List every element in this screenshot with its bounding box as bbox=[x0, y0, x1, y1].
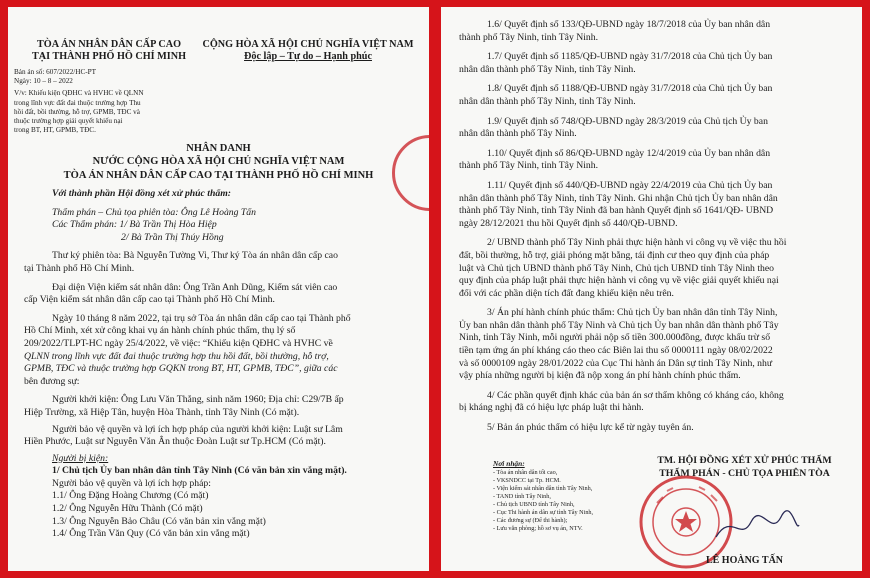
clerk-line: Thư ký phiên tòa: Bà Nguyễn Tường Vi, Thư ký Tòa án nhân dân cấp cao bbox=[52, 250, 338, 262]
judge-line: Thẩm phán – Chủ tọa phiên tòa: Ông Lê Hoàng Tấn bbox=[52, 206, 256, 218]
case-info bbox=[14, 68, 144, 135]
decision-item: 1.7/ Quyết định số 1185/QĐ-UBND ngày 31/7/2018 của Chủ tịch Ủy ban bbox=[487, 51, 773, 63]
clerk-line: tại Thành phố Hồ Chí Minh. bbox=[24, 262, 135, 274]
heading-nation: NƯỚC CỘNG HÒA XÃ HỘI CHỦ NGHĨA VIỆT NAM bbox=[92, 156, 345, 168]
decision-item: nhân dân thành phố Tây Ninh, tỉnh Tây Ninh. bbox=[459, 95, 636, 107]
defendant-rep-item: 1.1/ Ông Đặng Hoàng Chương (Có mặt) bbox=[52, 490, 209, 502]
decision-item: nhân dân thành phố Tây Ninh. bbox=[459, 128, 577, 140]
defendant-line: 1/ Chủ tịch Ủy ban nhân dân tỉnh Tây Ninh (Có văn bản xin vắng mặt). bbox=[52, 465, 347, 477]
decision-item: thành phố Tây Ninh, tỉnh Tây Ninh. bbox=[459, 31, 599, 43]
ruling-para-3: Ủy ban nhân dân thành phố Tây Ninh và Chủ tịch Ủy ban nhân dân thành phố Tây bbox=[459, 319, 779, 331]
ruling-para-2: đất, bồi thường, hỗ trợ, giải phóng mặt bằng, tái định cư theo quy định của pháp bbox=[459, 249, 770, 261]
decision-item: ngày 28/12/2021 thu hồi Quyết định số 440/QĐ-UBND. bbox=[459, 217, 678, 229]
national-header bbox=[194, 39, 422, 63]
recipient-item: - Chủ tịch UBND tỉnh Tây Ninh, bbox=[493, 500, 575, 508]
subject-line: V/v: Khiếu kiện QĐHC và HVHC về QLNN bbox=[14, 89, 144, 98]
recipient-item: - Viện kiểm sát nhân dân tỉnh Tây Ninh, bbox=[493, 484, 593, 492]
plaintiff-rep-line: Hiền Phước, Luật sư Nguyễn Văn Ân thuộc Đoàn Luật sư Tp.HCM (Có mặt). bbox=[24, 436, 326, 448]
subject-line: trong lĩnh vực đất đai thuộc trường hợp Thu bbox=[14, 98, 141, 107]
defendant-label: Người bị kiện: bbox=[52, 452, 109, 464]
plaintiff-rep-line: Người bảo vệ quyền và lợi ích hợp pháp của người khởi kiện: Luật sư Lâm bbox=[52, 423, 343, 435]
right-body bbox=[459, 19, 851, 435]
defendant-rep-label: Người bảo vệ quyền và lợi ích hợp pháp: bbox=[52, 477, 211, 489]
recipients-label: Nơi nhận: bbox=[493, 459, 525, 468]
nation-title: CỘNG HÒA XÃ HỘI CHỦ NGHĨA VIỆT NAM bbox=[202, 39, 414, 50]
recipient-item: - Tòa án nhân dân tối cao, bbox=[493, 468, 558, 476]
court-name: TÒA ÁN NHÂN DÂN CẤP CAO TẠI THÀNH PHỐ HỒ CHÍ MINH bbox=[31, 39, 187, 62]
recipient-item: - VKSNDCC tại Tp. HCM. bbox=[493, 476, 561, 484]
motto: Độc lập – Tự do – Hạnh phúc bbox=[244, 51, 372, 62]
ruling-para-4: 4/ Các phần quyết định khác của bản án sơ thẩm không có kháng cáo, không bbox=[487, 389, 784, 401]
document-page-right bbox=[441, 7, 862, 571]
judge-line: Các Thẩm phán: 1/ Bà Trần Thị Hòa Hiệp bbox=[52, 219, 217, 231]
procuracy-line: cấp Viện kiểm sát nhân dân cấp cao tại Thành phố Hồ Chí Minh. bbox=[24, 294, 275, 306]
panel-label: Với thành phần Hội đồng xét xử phúc thẩm: bbox=[52, 188, 231, 199]
decision-item: 1.11/ Quyết định số 440/QĐ-UBND ngày 22/4/2019 của Chủ tịch Ủy ban bbox=[487, 179, 773, 191]
recipient-item: - TAND tỉnh Tây Ninh, bbox=[493, 492, 551, 500]
decision-item: 1.9/ Quyết định số 748/QĐ-UBND ngày 28/3/2019 của Chủ tịch Ủy ban bbox=[487, 115, 768, 127]
ruling-para-3: tiền tạm ứng án phí kháng cáo theo các Biên lai thu số 0000111 ngày 08/02/2022 bbox=[459, 345, 773, 357]
recipients-block bbox=[493, 459, 593, 533]
left-body bbox=[24, 188, 416, 541]
trial-line: Hồ Chí Minh, xét xử công khai vụ án hành chính phúc thẩm, thụ lý số bbox=[24, 325, 296, 337]
recipient-item: - Cục Thi hành án dân sự tỉnh Tây Ninh, bbox=[493, 508, 594, 516]
signer-name: LÊ HOÀNG TẤN bbox=[705, 555, 784, 566]
defendant-rep-item: 1.3/ Ông Nguyễn Bảo Châu (Có văn bản xin vắng mặt) bbox=[52, 515, 266, 527]
ruling-para-3: Ninh, tỉnh Tây Ninh, mỗi người phải nộp số tiền 300.000đồng, được khấu trừ số bbox=[459, 332, 771, 344]
recipient-item: - Lưu văn phòng; hồ sơ vụ án, NTV. bbox=[493, 525, 583, 533]
ruling-para-2: quy định của pháp luật phải thực hiện hành vi công vụ về việc giải quyết khiếu nại bbox=[459, 275, 779, 287]
ruling-para-3: và số 0000109 ngày 28/01/2022 của Cục Thi hành án Dân sự tỉnh Tây Ninh, như bbox=[459, 357, 773, 369]
plaintiff-line: Hiệp Trường, xã Hiệp Tân, huyện Hòa Thành, tỉnh Tây Ninh (Có mặt). bbox=[24, 406, 300, 418]
trial-line: Ngày 10 tháng 8 năm 2022, tại trụ sở Tòa án nhân dân cấp cao tại Thành phố bbox=[52, 312, 351, 324]
decision-item: 1.6/ Quyết định số 133/QĐ-UBND ngày 18/7/2018 của Ủy ban nhân dân bbox=[487, 19, 771, 30]
trial-line: 209/2022/TLPT-HC ngày 25/4/2022, về việc: “Khiếu kiện QĐHC và HVHC về bbox=[24, 337, 333, 349]
case-number: Bản án số: 607/2022/HC-PT bbox=[14, 68, 97, 76]
heading-court: TÒA ÁN NHÂN DÂN CẤP CAO TẠI THÀNH PHỐ HỒ CHÍ MINH bbox=[63, 169, 374, 181]
subject-line: thuộc trường hợp giải quyết khiếu nại bbox=[14, 117, 123, 126]
decision-item: thành phố Tây Ninh, tỉnh Tây Ninh. bbox=[459, 160, 599, 172]
trial-line: GPMB, TĐC và thuộc trường hợp GQKN trong BT, HT, GPMB, TĐC”, giữa các bbox=[24, 363, 338, 375]
title-block bbox=[8, 142, 429, 182]
ruling-para-3: 3/ Án phí hành chính phúc thẩm: Chủ tịch Ủy ban nhân dân tỉnh Tây Ninh, bbox=[487, 307, 778, 319]
defendant-rep-item: 1.2/ Ông Nguyễn Hữu Thành (Có mặt) bbox=[52, 503, 203, 515]
signature-title: TM. HỘI ĐỒNG XÉT XỬ PHÚC THẨM THẨM PHÁN - CHỦ TỌA PHIÊN TÒA bbox=[657, 455, 832, 479]
ruling-para-4: bị kháng nghị đã có hiệu lực pháp luật thi hành. bbox=[459, 402, 644, 414]
trial-line: bên đương sự: bbox=[24, 375, 80, 387]
subject-line: hồi đất, bồi thường, hỗ trợ, GPMB, TĐC và bbox=[14, 107, 140, 116]
decision-item: 1.10/ Quyết định số 86/QĐ-UBND ngày 12/4/2019 của Ủy ban nhân dân bbox=[487, 147, 771, 159]
decision-item: thành phố Tây Ninh, tỉnh Tây Ninh đã ban hành Quyết định số 1641/QĐ- UBND bbox=[459, 205, 774, 217]
trial-line: QLNN trong lĩnh vực đất đai thuộc trường hợp thu hồi đất, bồi thường, hỗ trợ, bbox=[24, 350, 329, 362]
document-page-left bbox=[8, 7, 429, 571]
subject-line: trong BT, HT, GPMB, TĐC. bbox=[14, 126, 96, 135]
procuracy-line: Đại diện Viện kiểm sát nhân dân: Ông Trần Anh Dũng, Kiểm sát viên cao bbox=[52, 281, 338, 293]
defendant-rep-item: 1.4/ Ông Trần Văn Quy (Có văn bản xin vắng mặt) bbox=[52, 528, 250, 540]
case-date: Ngày: 10 – 8 – 2022 bbox=[14, 77, 73, 86]
heading-nhan-danh: NHÂN DANH bbox=[186, 143, 251, 154]
ruling-para-2: luật và Chủ tịch UBND thành phố Tây Ninh, Chủ tịch UBND tỉnh Tây Ninh theo bbox=[459, 262, 774, 274]
ruling-para-5: 5/ Bản án phúc thẩm có hiệu lực kể từ ngày tuyên án. bbox=[487, 422, 694, 434]
decision-item: nhân dân thành phố Tây Ninh, tỉnh Tây Ninh. Ghi nhận Chủ tịch Ủy ban nhân dân bbox=[459, 192, 778, 204]
decision-item: 1.8/ Quyết định số 1188/QĐ-UBND ngày 31/7/2018 của Chủ tịch Ủy ban bbox=[487, 83, 773, 95]
ruling-para-2: đối với các phần diện tích đất đang khiếu kiện nêu trên. bbox=[459, 287, 674, 299]
decision-item: nhân dân thành phố Tây Ninh, tỉnh Tây Ninh. bbox=[459, 63, 636, 75]
signature-icon bbox=[711, 507, 801, 547]
recipient-item: - Các đương sự (Để thi hành); bbox=[493, 517, 568, 525]
ruling-para-2: 2/ UBND thành phố Tây Ninh phải thực hiện hành vi công vụ về việc thu hồi bbox=[487, 237, 787, 249]
ruling-para-3: vậy phía những người bị kiện đã nộp xong án phí hành chính phúc thẩm. bbox=[459, 370, 741, 382]
plaintiff-line: Người khởi kiện: Ông Lưu Văn Thắng, sinh năm 1960; Địa chỉ: C29/7B ấp bbox=[52, 394, 344, 406]
judge-line: 2/ Bà Trần Thị Thúy Hồng bbox=[121, 231, 224, 243]
